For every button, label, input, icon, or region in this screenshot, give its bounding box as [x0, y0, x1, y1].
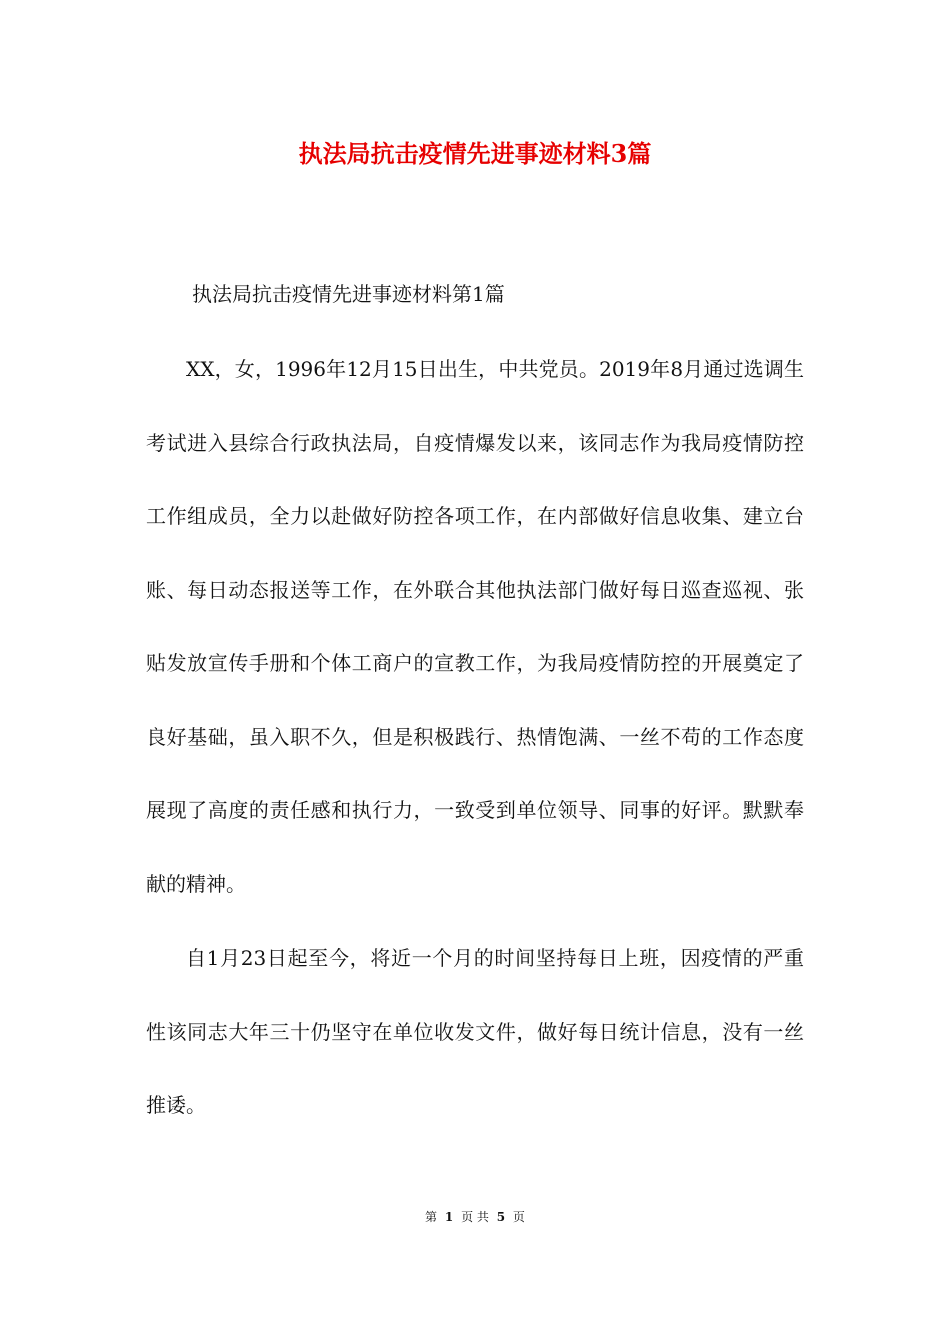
document-title: 执法局抗击疫情先进事迹材料3篇 [298, 139, 652, 168]
body-paragraph-2: 自1月23日起至今，将近一个月的时间坚持每日上班，因疫情的严重性该同志大年三十仍坚守在单位收发文件，做好每日统计信息，没有一丝推诿。 [146, 946, 804, 1117]
current-page-number: 1 [444, 1210, 454, 1224]
total-pages-number: 5 [496, 1210, 506, 1224]
footer-prefix: 第 [425, 1210, 438, 1224]
section-heading: 执法局抗击疫情先进事迹材料第1篇 [192, 282, 505, 306]
body-paragraph-1: XX，女，1996年12月15日出生，中共党员。2019年8月通过选调生考试进入县综合行政执法局，自疫情爆发以来，该同志作为我局疫情防控工作组成员，全力以赴做好防控各项工作，在内部做好信息收集、建立台账、每日动态报送等工作，在外联合其他执法部门做好每日巡查巡视、张贴发放宣传手册和个体工商户的宣教工作，为我局疫情防控的开展奠定了良好基础，虽入职不久，但是积极践行、热情饱满、一丝不苟的工作态度展现了高度的责任感和执行力，一致受到单位领导、同事的好评。默默奉献的精神。 [146, 357, 804, 896]
page-footer [0, 1207, 950, 1227]
footer-mid: 页 共 [461, 1210, 489, 1224]
footer-suffix: 页 [512, 1210, 525, 1224]
